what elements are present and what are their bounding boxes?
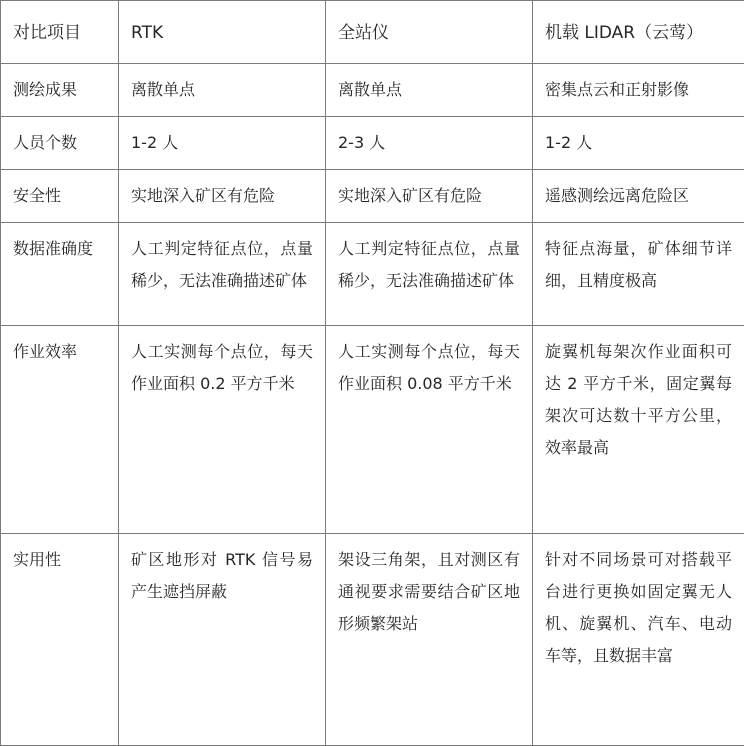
lidar-cell: 特征点海量，矿体细节详细，且精度极高 xyxy=(533,223,744,326)
rtk-cell: 1-2 人 xyxy=(119,117,326,170)
row-label-cell: 数据准确度 xyxy=(1,223,119,326)
rtk-cell: 人工实测每个点位，每天作业面积 0.2 平方千米 xyxy=(119,326,326,534)
table-row xyxy=(1,64,744,117)
header-cell-total-station: 全站仪 xyxy=(326,1,533,64)
row-label-cell: 人员个数 xyxy=(1,117,119,170)
lidar-cell: 遥感测绘远离危险区 xyxy=(533,170,744,223)
table-row xyxy=(1,170,744,223)
rtk-cell: 离散单点 xyxy=(119,64,326,117)
lidar-cell: 密集点云和正射影像 xyxy=(533,64,744,117)
lidar-cell: 针对不同场景可对搭载平台进行更换如固定翼无人机、旋翼机、汽车、电动车等，且数据丰富 xyxy=(533,534,744,746)
table-row xyxy=(1,326,744,534)
table-header-row xyxy=(1,1,744,64)
header-cell-lidar: 机载 LIDAR（云莺） xyxy=(533,1,744,64)
rtk-cell: 人工判定特征点位，点量稀少，无法准确描述矿体 xyxy=(119,223,326,326)
total-station-cell: 架设三角架，且对测区有通视要求需要结合矿区地形频繁架站 xyxy=(326,534,533,746)
total-station-cell: 实地深入矿区有危险 xyxy=(326,170,533,223)
row-label-cell: 安全性 xyxy=(1,170,119,223)
row-label-cell: 作业效率 xyxy=(1,326,119,534)
table-row xyxy=(1,223,744,326)
total-station-cell: 人工实测每个点位，每天作业面积 0.08 平方千米 xyxy=(326,326,533,534)
table-row xyxy=(1,117,744,170)
header-cell-item: 对比项目 xyxy=(1,1,119,64)
row-label-cell: 实用性 xyxy=(1,534,119,746)
lidar-cell: 旋翼机每架次作业面积可达 2 平方千米，固定翼每架次可达数十平方公里，效率最高 xyxy=(533,326,744,534)
rtk-cell: 实地深入矿区有危险 xyxy=(119,170,326,223)
table-row xyxy=(1,534,744,746)
lidar-cell: 1-2 人 xyxy=(533,117,744,170)
total-station-cell: 2-3 人 xyxy=(326,117,533,170)
row-label-cell: 测绘成果 xyxy=(1,64,119,117)
total-station-cell: 人工判定特征点位，点量稀少，无法准确描述矿体 xyxy=(326,223,533,326)
total-station-cell: 离散单点 xyxy=(326,64,533,117)
header-cell-rtk: RTK xyxy=(119,1,326,64)
rtk-cell: 矿区地形对 RTK 信号易产生遮挡屏蔽 xyxy=(119,534,326,746)
